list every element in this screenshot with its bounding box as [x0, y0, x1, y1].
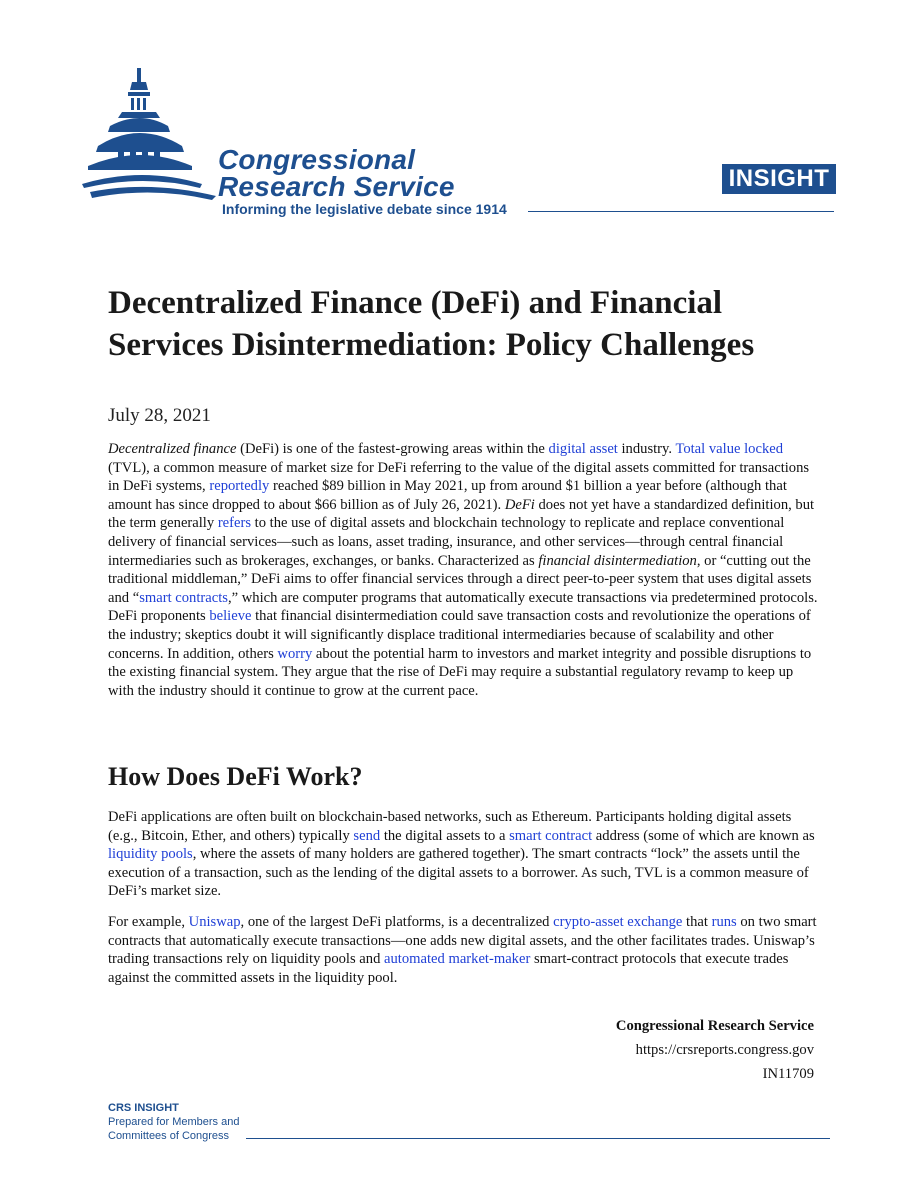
- link-smart-contracts[interactable]: smart contracts: [139, 589, 228, 606]
- link-crypto-asset-exchange[interactable]: crypto-asset exchange: [553, 914, 683, 930]
- text-run: that: [682, 914, 712, 930]
- text-run: that financial disintermediation could save transaction costs and revolutionize the operations of the industry; skeptics doubt it will significantly displace traditional intermediaries because of scalability and other concerns. In addition, others: [108, 608, 811, 662]
- text-run: DeFi applications are often built on blockchain-based networks, such as Ethereum. Participants holding digital assets (e.g., Bitcoin, Ether, and others) typically: [108, 809, 792, 844]
- link-digital-asset[interactable]: digital asset: [548, 441, 618, 457]
- text-run: about the potential harm to investors and market integrity and possible disruptions to the existing financial system. They argue that the rise of DeFi may require a substantial regulatory revamp to keep up with the industry should it continue to grow at the current pace.: [108, 645, 812, 699]
- text-run: reached $89 billion in May 2021, up from around $1 billion a year before (although that amount has since dropped to about $66 billion as of July 26, 2021).: [108, 478, 787, 513]
- text-run: , where the assets of many holders are gathered together). The smart contracts “lock” the assets until the execution of a transaction, such as the lending of the digital assets to a borrower. As such, TVL is a common measure of DeFi’s market size.: [108, 846, 809, 900]
- link-smart-contract[interactable]: smart contract: [509, 827, 593, 844]
- text-run: ,” which are computer programs that automatically execute transactions via predetermined protocols. DeFi proponents: [108, 589, 818, 625]
- link-runs[interactable]: runs: [711, 914, 737, 930]
- term-defi: DeFi: [504, 496, 535, 513]
- page-title: Decentralized Finance (DeFi) and Financial Services Disintermediation: Policy Challenges: [108, 285, 755, 363]
- text-run: , or “cutting out the traditional middleman,” DeFi aims to offer financial services through a direct peer-to-peer system that uses digital assets and “: [108, 552, 812, 606]
- link-liquidity-pools[interactable]: liquidity pools: [108, 846, 193, 863]
- text-run: (TVL), a common measure of market size for DeFi referring to the value of the digital assets committed for transactions in DeFi systems,: [108, 459, 810, 495]
- insight-badge: INSIGHT: [722, 164, 836, 194]
- text-run: the digital assets to a: [380, 827, 510, 844]
- link-total-value-locked[interactable]: Total value locked: [675, 441, 784, 457]
- prepared-for-line1: Prepared for Members and: [108, 1116, 240, 1128]
- section-heading: How Does DeFi Work?: [108, 762, 363, 791]
- footer-rule: [246, 1138, 830, 1139]
- crs-wordmark: [218, 146, 455, 200]
- footer-report-id: IN11709: [762, 1066, 814, 1082]
- link-refers[interactable]: refers: [217, 515, 252, 532]
- intro-paragraph: [108, 440, 820, 700]
- crs-insight-footer: [108, 1101, 239, 1143]
- text-run: to the use of digital assets and blockchain technology to replicate and replace conventional delivery of financial services—such as loans, asset trading, insurance, and other services—through central financial intermediaries such as brokerages, exchanges, or banks. Characterized as: [108, 515, 785, 569]
- capitol-dome-icon: [80, 66, 220, 216]
- publication-date: July 28, 2021: [108, 405, 211, 426]
- link-believe[interactable]: believe: [209, 608, 252, 625]
- example-paragraph: [108, 913, 820, 987]
- text-run: smart-contract protocols that execute trades against the committed assets in the liquidity pool.: [108, 951, 789, 986]
- link-automated-market-maker[interactable]: automated market-maker: [384, 951, 531, 968]
- text-run: For example,: [108, 914, 189, 930]
- term-decentralized-finance: Decentralized finance: [108, 441, 237, 457]
- how-it-works-paragraph: [108, 808, 820, 901]
- term-financial-disintermediation: financial disintermediation: [538, 552, 697, 569]
- footer-org: Congressional Research Service: [615, 1018, 814, 1034]
- link-worry[interactable]: worry: [277, 645, 313, 662]
- crs-wordmark-line2: Research Service: [218, 171, 455, 202]
- tagline: Informing the legislative debate since 1914: [222, 201, 507, 217]
- text-run: (DeFi) is one of the fastest-growing areas within the: [236, 441, 549, 457]
- header-rule: [528, 211, 834, 212]
- link-uniswap[interactable]: Uniswap: [188, 914, 241, 930]
- text-run: address (some of which are known as: [592, 827, 815, 844]
- footer-attribution: [616, 1014, 814, 1086]
- link-reportedly[interactable]: reportedly: [209, 478, 270, 495]
- footer-url: https://crsreports.congress.gov: [635, 1042, 814, 1058]
- crs-wordmark-line1: Congressional: [218, 144, 416, 175]
- link-send[interactable]: send: [353, 827, 381, 844]
- text-run: industry.: [617, 441, 676, 457]
- crs-insight-label: CRS INSIGHT: [108, 1102, 179, 1114]
- prepared-for-line2: Committees of Congress: [108, 1130, 230, 1142]
- text-run: on two smart contracts that automatically execute transactions—one adds new digital assets, and the other facilitates trades. Uniswap’s trading transactions rely on liquidity pools and: [108, 914, 817, 968]
- text-run: does not yet have a standardized definition, but the term generally: [108, 496, 815, 532]
- text-run: , one of the largest DeFi platforms, is a decentralized: [240, 914, 554, 930]
